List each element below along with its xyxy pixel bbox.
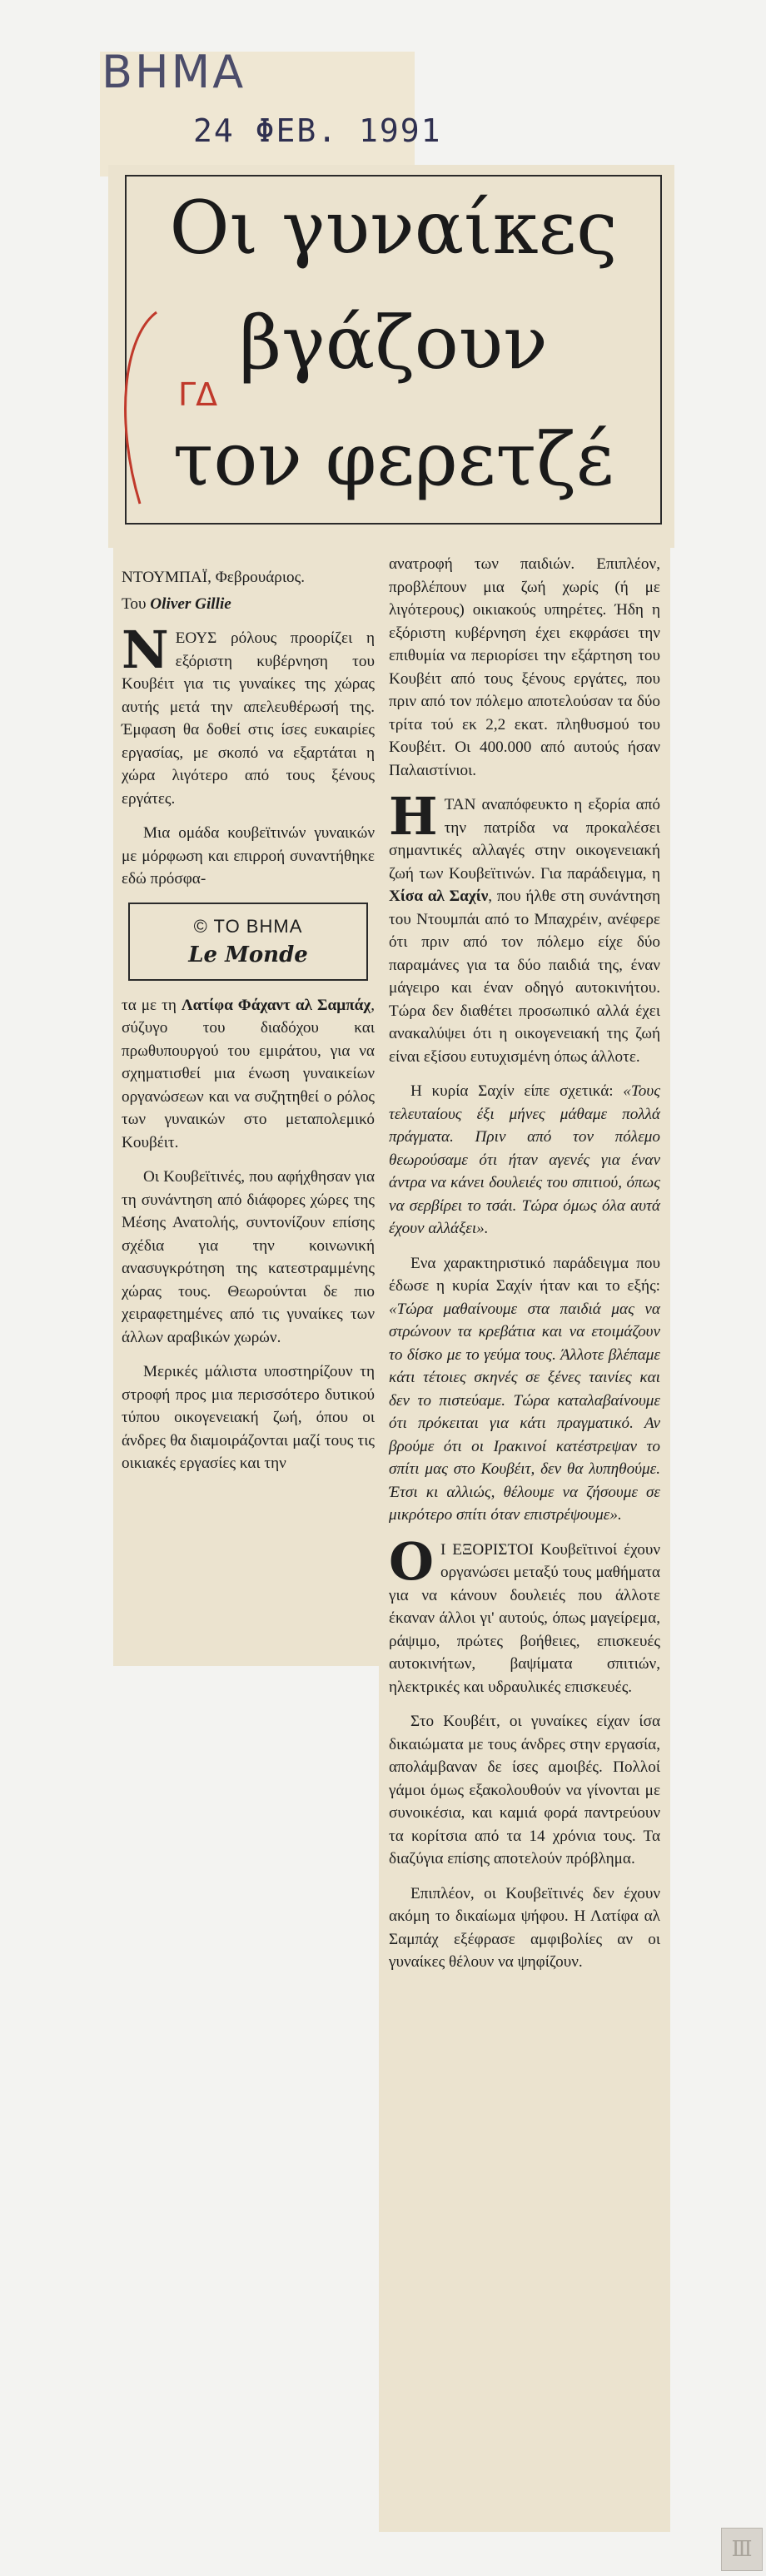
byline: Του Oliver Gillie <box>122 594 231 613</box>
headline-line-3: τον φερετζέ <box>172 416 614 502</box>
paragraph-7: Η κυρία Σαχίν είπε σχετικά: «Τους τελευταίους έξι μήνες μάθαμε πολλά πράγματα. Πριν από τον πόλεμο θεωρούσαμε ότι ήταν αγενές για έναν άντρα να κάνει δουλειές του σπιτιού, όπως να σερβίρει το τσάι. Τώρα όμως όλα αυτά έχουν αλλάξει». <box>389 1082 660 1237</box>
paragraph-9: Ο Ι ΕΞΟΡΙΣΤΟΙ Κουβεϊτινοί έχουν οργανώσει μεταξύ τους μαθήματα για να κάνουν δουλειές που άλλοτε έκαναν άλλοι γι' αυτούς, όπως μαγείρεμα, ράψιμο, πρώτες βοήθειες, επισκευές αυτοκινήτων, βαψίματα σπιτιών, ηλεκτρικές και υδραυλικές επισκευές. <box>389 1530 660 1696</box>
dropcap-i: Η <box>389 786 438 847</box>
dateline: ΝΤΟΥΜΠΑΪ, Φεβρουάριος. <box>122 569 306 586</box>
publication-handwritten: ΒΗΜΑ <box>102 46 246 98</box>
paragraph-4: Μερικές μάλιστα υποστηρίζουν τη στροφή προς μια περισσότερο δυτικού τύπου οικογενειακή ζωή, όπου οι άνδρες θα διαμοιράζονται μαζί τους τις οικιακές εργασίες και την <box>122 1363 375 1472</box>
headline-line-1: Οι γυναίκες <box>169 185 618 271</box>
byline-name: Oliver Gillie <box>150 594 231 613</box>
handwritten-note: ΓΔ <box>178 376 218 413</box>
paragraph-5: ανατροφή των παιδιών. Επιπλέον, προβλέπουν μια ζωή χωρίς (ή με λιγότερους) οικιακούς υπηρέτες. Ήδη η εξόριστη κυβέρνηση έχει εκφράσει την επιθυμία να περιορίσει την εξάρτηση του Κουβέιτ από τους ξένους εργάτες, που πριν από τον πόλεμο αποτελούσαν τα δύο τρίτα τού εκ 2,2 εκατ. πληθυσμού του Κουβέιτ. Οι 400.000 από αυτούς ήσαν Παλαιστίνιοι. <box>389 555 660 779</box>
paragraph-3: Οι Κουβεϊτινές, που αφήχθησαν για τη συνάντηση από διάφορες χώρες της Μέσης Ανατολής, συντονίζουν επίσης σχέδια για την κοινωνική ανασυγκρότηση της κατεστραμμένης χώρας τους. Θεωρούνται δε πιο χειραφετημένες από τις γυναίκες των άλλων αραβικών χωρών. <box>122 1168 375 1346</box>
article-right-column <box>389 553 660 1986</box>
dropcap-o: Ο <box>389 1530 435 1592</box>
paragraph-10: Στο Κουβέιτ, οι γυναίκες είχαν ίσα δικαιώματα με τους άνδρες στην εργασία, απολάμβαναν δε ίσες αμοιβές. Πολλοί γάμοι όμως εξακολουθούν να γίνονται με συνοικέσια, και καμιά φορά παντρεύουν τα κορίτσια από τα 14 χρόνια τους. Τα διαζύγια επίσης αποτελούν πρόβλημα. <box>389 1713 660 1867</box>
credit-box <box>128 903 368 981</box>
paragraph-2: Μια ομάδα κουβεϊτινών γυναικών με μόρφωση και επιρροή συναντήθηκε εδώ πρόσφα- <box>122 824 375 888</box>
paragraph-11: Επιπλέον, οι Κουβεϊτινές δεν έχουν ακόμη το δικαίωμα ψήφου. Η Λατίφα αλ Σαμπάχ εξέφρασε αμφιβολίες αν οι γυναίκες θέλουν να ψηφίζουν. <box>389 1884 660 1971</box>
archive-watermark-icon: Ⅲ <box>721 2528 763 2571</box>
paragraph-2-continued: τα με τη Λατίφα Φάχαντ αλ Σαμπάχ, σύζυγο του διαδόχου και πρωθυπουργού του εμιράτου, για να σχηματισθεί μια ένωση γυναικείων οργανώσεων και να συζητηθεί ο ρόλος των γυναικών στο μεταπολεμικό Κουβέιτ. <box>122 996 375 1151</box>
headline-line-2: βγάζουν <box>239 300 548 385</box>
paragraph-8: Ενα χαρακτηριστικό παράδειγμα που έδωσε η κυρία Σαχίν ήταν και το εξής: «Τώρα μαθαίνουμε στα παιδιά μας να στρώνουν τα κρεβάτια και να ετοιμάζουν το δίσκο με το γεύμα τους. Άλλοτε βλέπαμε κάτι τέτοιες σκηνές σε ξένες ταινίες και δεν το πιστεύαμε. Τώρα καταλαβαίνουμε ότι πρόκειται για κάτι πραγματικό. Αν βρούμε ότι οι Ιρακινοί κατέστρεψαν το σπίτι μας στο Κουβέιτ, δεν θα λυπηθούμε. Έτσι κι αλλιώς, θέλουμε να ζήσουμε σε μικρότερο σπίτι όταν επιστρέψουμε». <box>389 1254 660 1524</box>
paragraph-1: ΝΕΟΥΣ ρόλους προορίζει η εξόριστη κυβέρνηση του Κουβέιτ για τις γυναίκες της χώρας αυτής μετά την απελευθέρωσή της. Έμφαση θα δοθεί στις ίσες ευκαιρίες εργασίας, με σκοπό να εξαρτάται η χώρα λιγότερο από τους ξένους εργάτες. <box>122 619 375 808</box>
credit-to-vima: © ΤΟ ΒΗΜΑ <box>193 915 303 937</box>
credit-le-monde: Le Monde <box>188 942 308 967</box>
date-stamp: 24 ΦΕΒ. 1991 <box>193 112 442 149</box>
article-left-column <box>122 566 375 1487</box>
paragraph-6: ΗΤΑΝ αναπόφευκτο η εξορία από την πατρίδα να προκαλέσει σημαντικές αλλαγές στην οικογενειακή ζωή των Κουβεϊτινών. Για παράδειγμα, η Χίσα αλ Σαχίν, που ήλθε στη συνάντηση του Ντουμπάι από το Μπαχρέιν, ανέφερε ότι πριν από τον πόλεμο είχε δύο παραμάνες για τα δύο παιδιά της, έναν μάγειρο και έναν οδηγό αυτοκινήτου. Τώρα δεν διαθέτει προσωπικό αλλά έχει ανακαλύψει ότι η οικογενειακή της ζωή είναι εξίσου ευτυχισμένη όπως άλλοτε. <box>389 786 660 1066</box>
dropcap-n: Ν <box>122 619 169 680</box>
